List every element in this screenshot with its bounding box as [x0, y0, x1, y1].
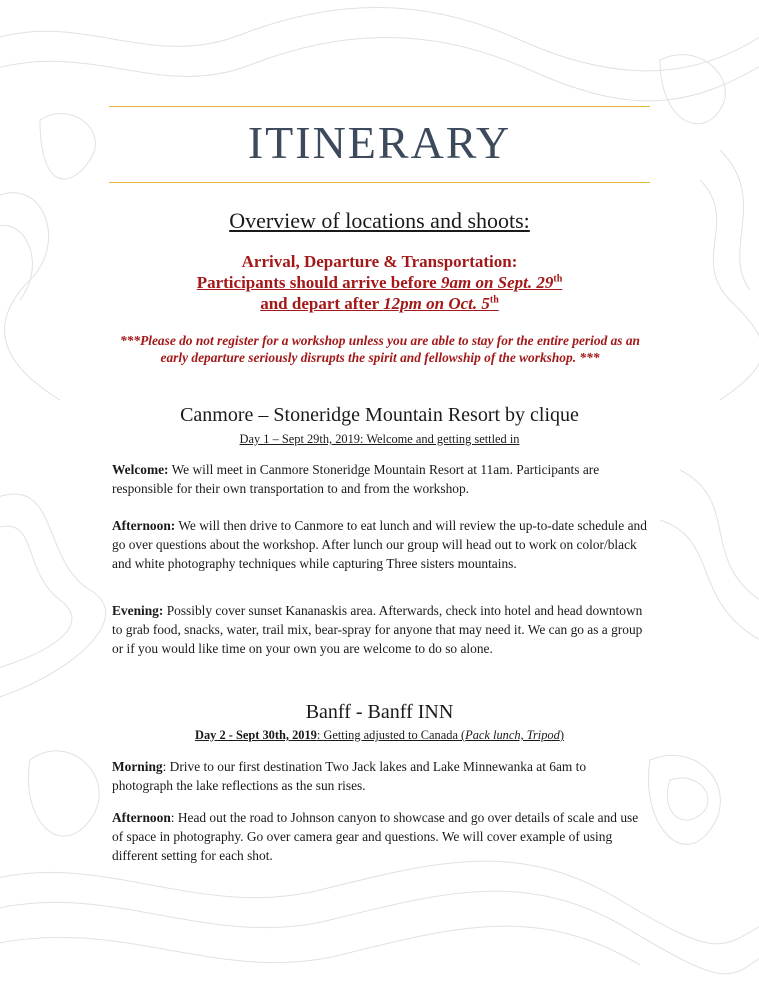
top-gold-rule — [109, 106, 650, 107]
paragraph-afternoon-day2: Afternoon: Head out the road to Johnson canyon to showcase and go over details of scale and use of space in photography. Go over camera gear and questions. We will cover example of using different setting for each shot. — [112, 810, 639, 863]
arrival-block — [0, 251, 759, 314]
arrival-line: Participants should arrive before 9am on Sept. 29th — [196, 273, 563, 292]
page-title: ITINERARY — [247, 117, 512, 168]
arrival-heading: Arrival, Departure & Transportation: — [241, 252, 518, 271]
departure-line: and depart after 12pm on Oct. 5th — [260, 294, 499, 313]
overview-heading: Overview of locations and shoots: — [229, 208, 530, 233]
day-1-subtitle: Day 1 – Sept 29th, 2019: Welcome and getting settled in — [239, 432, 520, 446]
section-title-canmore: Canmore – Stoneridge Mountain Resort by clique — [180, 404, 579, 426]
paragraph-morning-day2: Morning: Drive to our first destination Two Jack lakes and Lake Minnewanka at 6am to photograph the lake reflections as the sun rises. — [112, 759, 587, 793]
section-title-banff: Banff - Banff INN — [305, 701, 454, 723]
registration-notice: ***Please do not register for a workshop unless you are able to stay for the entire period as an early departure seriously disrupts the spirit and fellowship of the workshop. *** — [119, 333, 641, 365]
paragraph-afternoon-day1: Afternoon: We will then drive to Canmore to eat lunch and will review the up-to-date schedule and go over questions about the workshop. After lunch our group will head out to work on color/black and white photography techniques while capturing Three sisters mountains. — [112, 518, 647, 571]
paragraph-evening-day1: Evening: Possibly cover sunset Kananaskis area. Afterwards, check into hotel and head downtown to grab food, snacks, water, trail mix, bear-spray for anyone that may need it. We can go as a group or if you would like time on your own you are welcome to do so alone. — [112, 603, 643, 656]
bottom-gold-rule — [109, 182, 650, 183]
day-2-subtitle: Day 2 - Sept 30th, 2019: Getting adjusted to Canada (Pack lunch, Tripod) — [195, 728, 564, 742]
paragraph-welcome: Welcome: We will meet in Canmore Stoneridge Mountain Resort at 11am. Participants are responsible for their own transportation to and from the workshop. — [112, 462, 600, 496]
